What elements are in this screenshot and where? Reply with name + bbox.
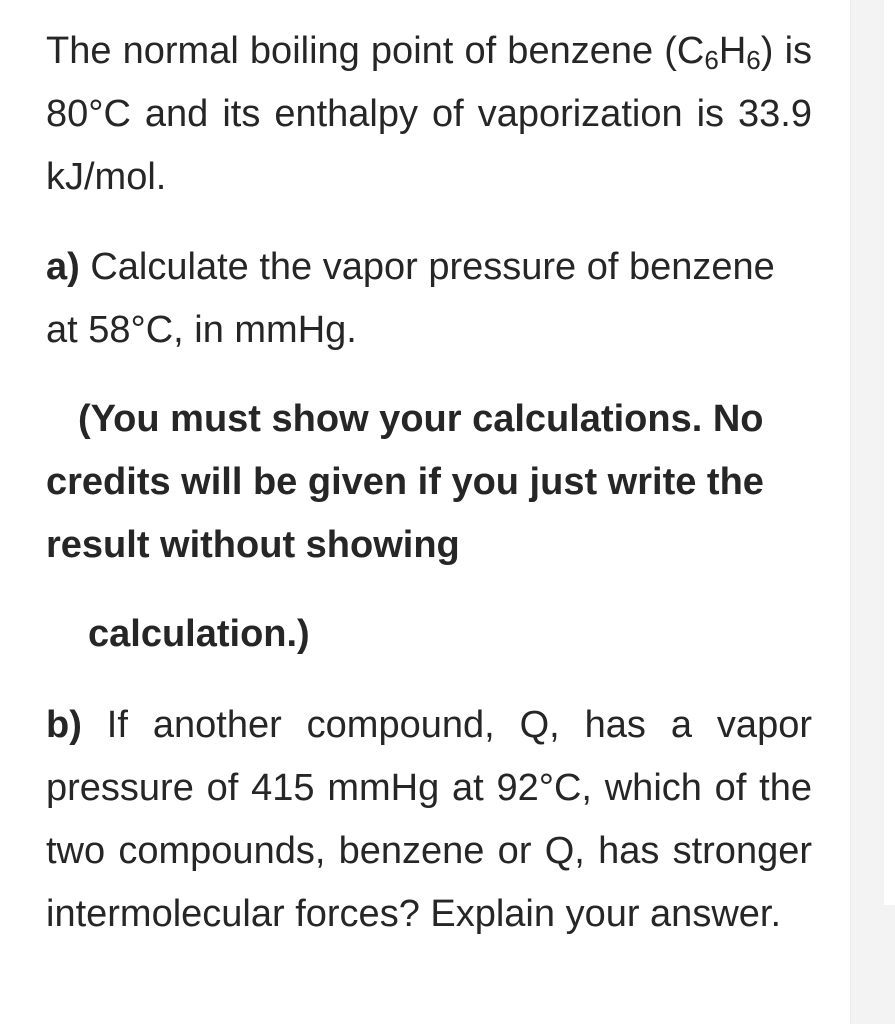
intro-text-end: ) is 80°C and its enthalpy of vaporization is 33.9 kJ/mol. (46, 30, 813, 198)
formula-hydrogen-count: 6 (746, 45, 761, 75)
part-b-label: b) (46, 704, 82, 746)
formula-carbon: C (676, 30, 705, 72)
intro-paragraph (46, 20, 812, 209)
scrollbar-thumb[interactable] (884, 0, 895, 905)
calculation-note (46, 388, 812, 577)
part-b-text: If another compound, Q, has a vapor pressure of 415 mmHg at 92°C, which of the two compounds, benzene or Q, has stronger intermolecular forces? Explain your answer. (46, 704, 812, 935)
note-first-line: (You must show your calculations. No (78, 398, 764, 440)
part-a-label: a) (46, 246, 80, 288)
note-rest: credits will be given if you just write the result without showing (46, 461, 764, 566)
part-b-question (46, 694, 812, 946)
note-end: calculation.) (88, 613, 310, 655)
part-a-text: Calculate the vapor pressure of benzene at 58°C, in mmHg. (46, 246, 775, 351)
intro-text-start: The normal boiling point of benzene ( (46, 30, 677, 72)
formula-carbon-count: 6 (704, 45, 719, 75)
formula-hydrogen: H (718, 30, 747, 72)
part-a-question (46, 236, 812, 362)
